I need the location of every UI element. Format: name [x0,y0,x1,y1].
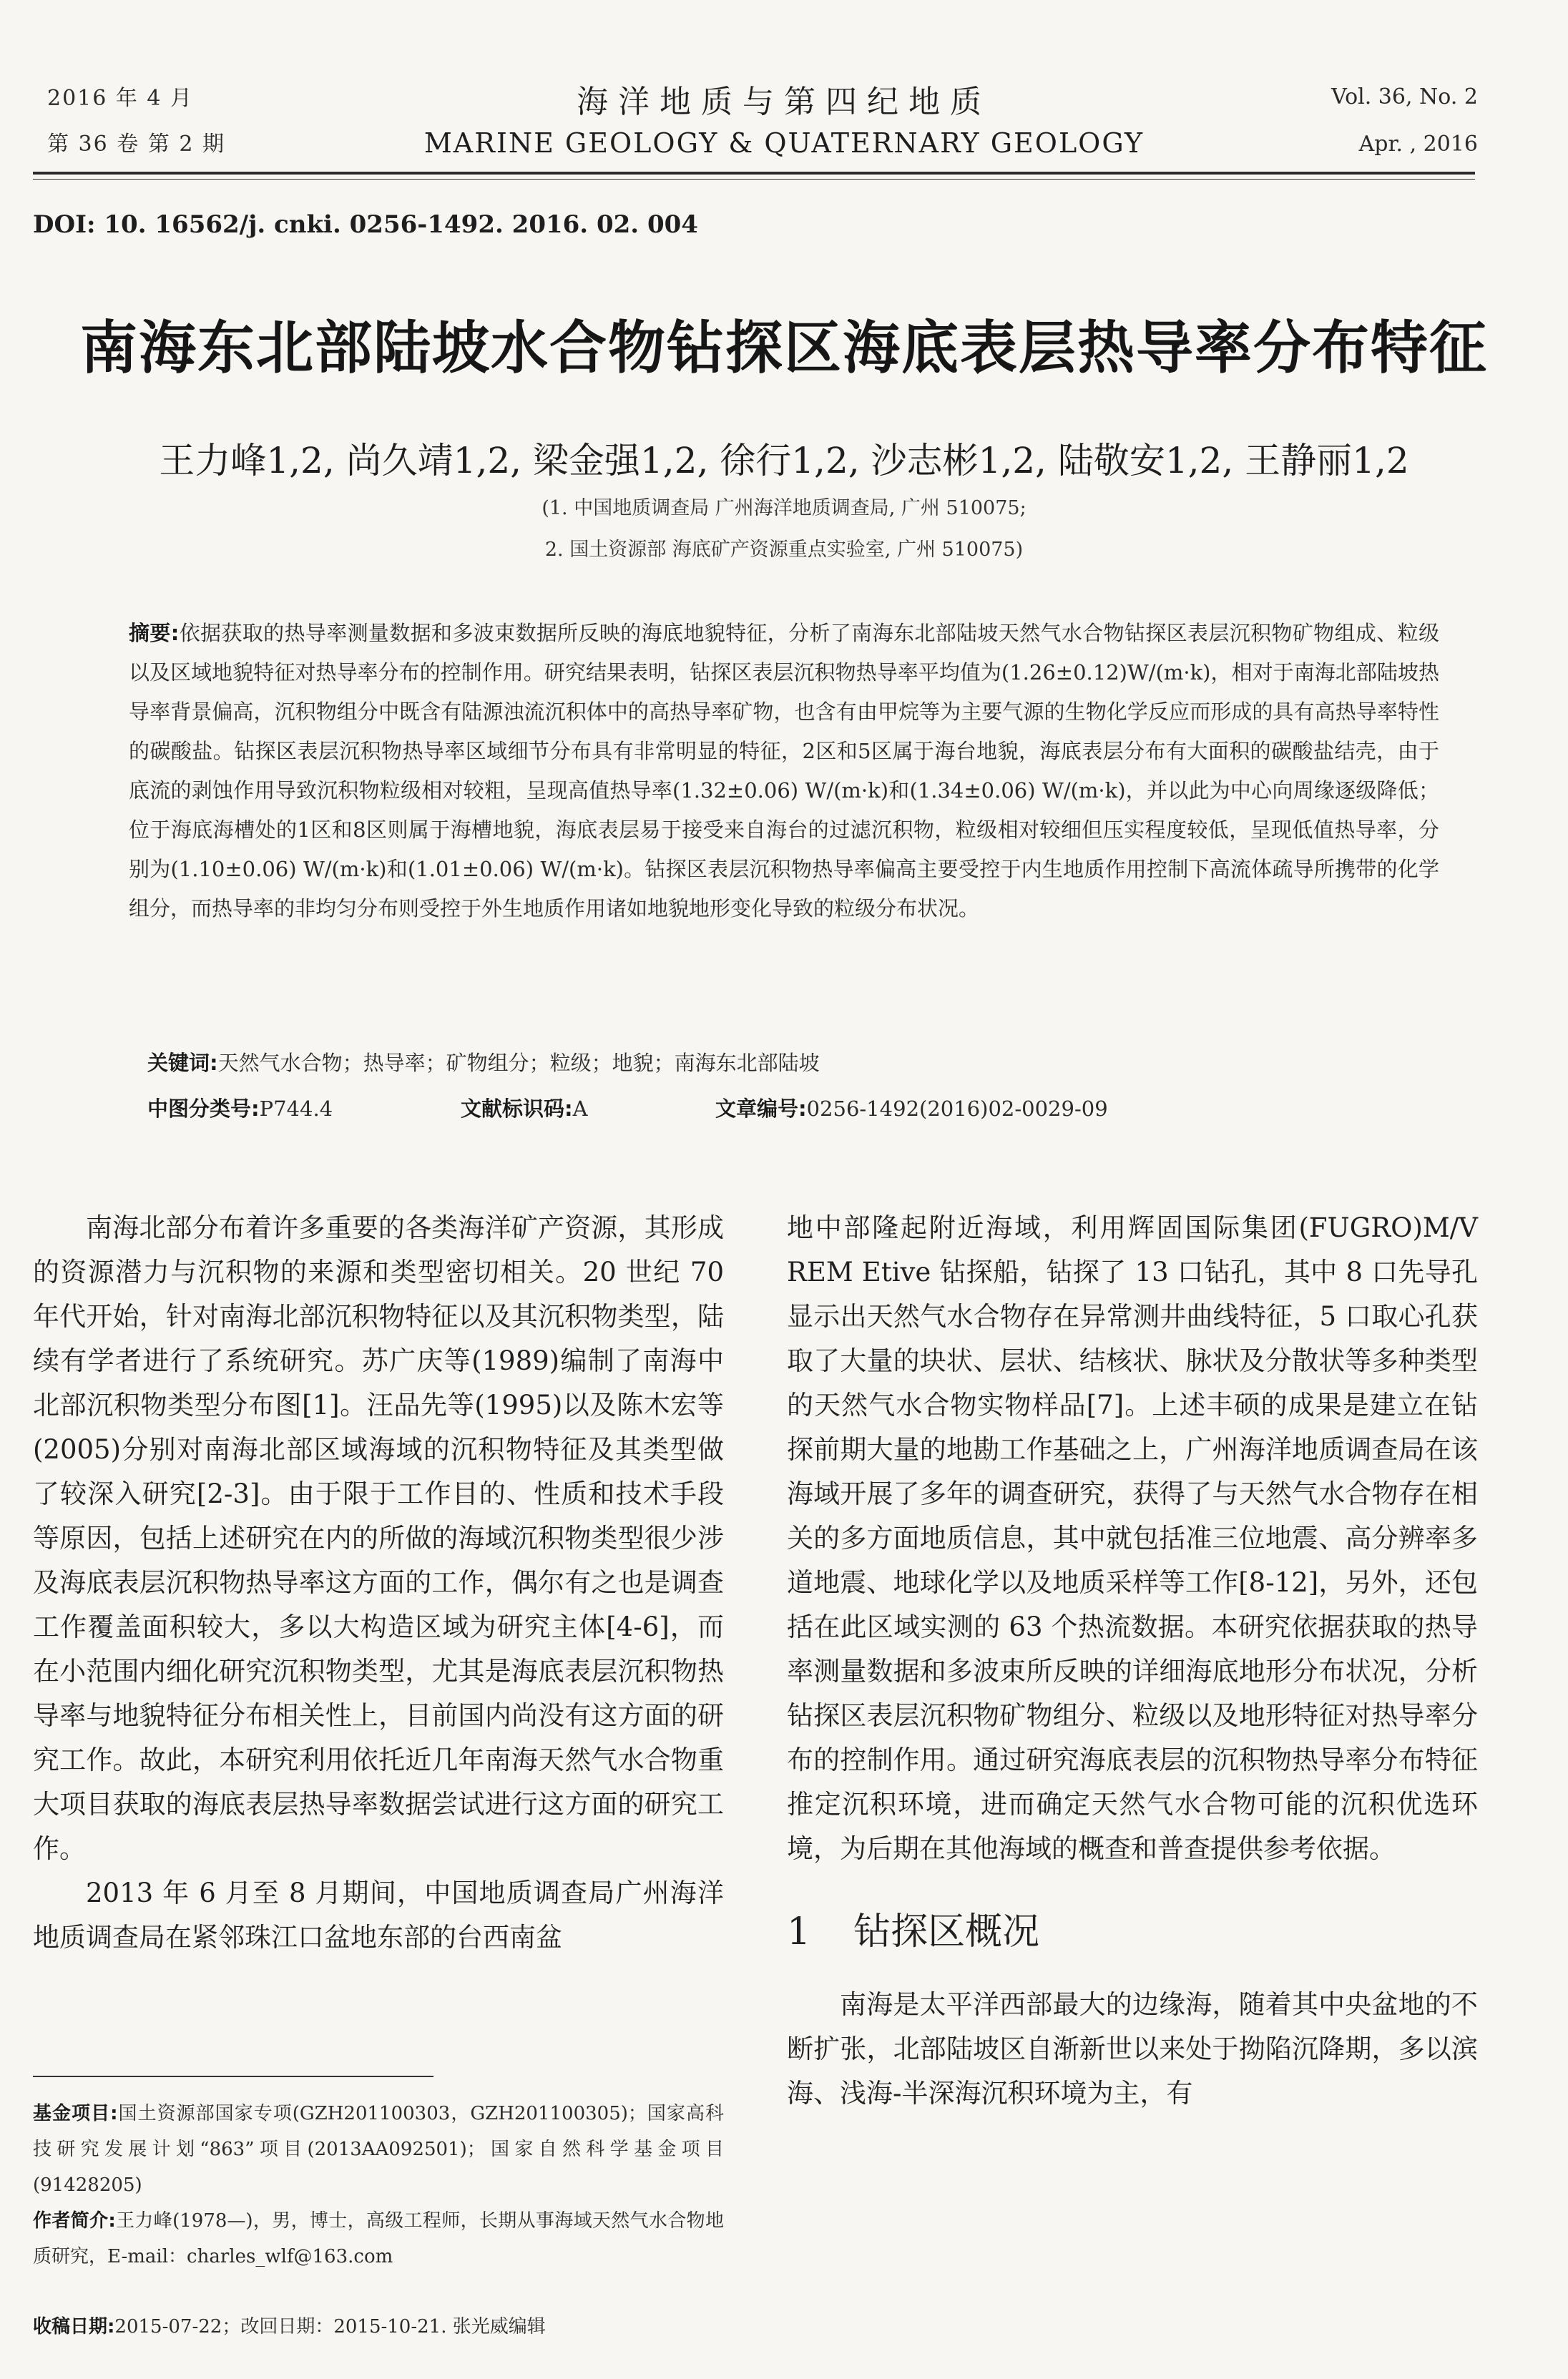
keywords-text: 天然气水合物；热导率；矿物组分；粒级；地貌；南海东北部陆坡 [217,1051,820,1075]
funding-text: 国土资源部国家专项(GZH201100303，GZH201100305)；国家高科技研究发展计划“863”项目(2013AA092501)；国家自然科学基金项目(91428205) [33,2103,725,2196]
article-number-value: 0256-1492(2016)02-0029-09 [806,1097,1108,1121]
body-paragraph: 地中部隆起附近海域，利用辉固国际集团(FUGRO)M/V REM Etive 钻探船，钻探了 13 口钻孔，其中 8 口先导孔显示出天然气水合物存在异常测井曲线特征，5 口取心孔获取了大量的块状、层状、结核状、脉状及分散状等多种类型的天然气水合物实物样品[7]。上述丰硕的成果是建立在钻探前期大量的地勘工作基础之上，广州海洋地质调查局在该海域开展了多年的调查研究，获得了与天然气水合物存在相关的多方面地质信息，其中就包括准三位地震、高分辨率多道地震、地球化学以及地质采样等工作[8-12]，另外，还包括在此区域实测的 63 个热流数据。本研究依据获取的热导率测量数据和多波束所反映的详细海底地形分布状况，分析钻探区表层沉积物矿物组分、粒级以及地形特征对热导率分布的控制作用。通过研究海底表层的沉积物热导率分布特征推定沉积环境，进而确定天然气水合物可能的沉积优选环境，为后期在其他海域的概查和普查提供参考依据。 [787,1212,1478,1864]
clc-label: 中图分类号: [147,1097,260,1121]
author-bio-label: 作者简介: [33,2210,116,2232]
abstract-text: 依据获取的热导率测量数据和多波束数据所反映的海底地貌特征，分析了南海东北部陆坡天然气水合物钻探区表层沉积物矿物组成、粒级以及区域地貌特征对热导率分布的控制作用。研究结果表明，钻探区表层沉积物热导率平均值为(1.26±0.12)W/(m·k)，相对于南海北部陆坡热导率背景偏高，沉积物组分中既含有陆源浊流沉积体中的高热导率矿物，也含有由甲烷等为主要气源的生物化学反应而形成的具有高热导率特性的碳酸盐。钻探区表层沉积物热导率区域细节分布具有非常明显的特征，2区和5区属于海台地貌，海底表层分布有大面积的碳酸盐结壳，由于底流的剥蚀作用导致沉积物粒级相对较粗，呈现高值热导率(1.32±0.06) W/(m·k)和(1.34±0.06) W/(m·k)，并以此为中心向周缘逐级降低；位于海底海槽处的1区和8区则属于海槽地貌，海底表层易于接受来自海台的过滤沉积物，粒级相对较细但压实程度较低，呈现低值热导率，分别为(1.10±0.06) W/(m·k)和(1.01±0.06) W/(m·k)。钻探区表层沉积物热导率偏高主要受控于内生地质作用控制下高流体疏导所携带的化学组分，而热导率的非均匀分布则受控于外生地质作用诸如地貌地形变化导致的粒级分布状况。 [129,621,1439,921]
received-date-text: 2015-07-22；改回日期：2015-10-21. 张光威编辑 [114,2316,546,2338]
header-rule-thick [33,172,1475,175]
journal-title-cn: 海洋地质与第四纪地质 [577,84,991,120]
doc-code-label: 文献标识码: [461,1097,573,1121]
body-paragraph: 南海是太平洋西部最大的边缘海，随着其中央盆地的不断扩张，北部陆坡区自渐新世以来处于拗陷沉降期，多以滨海、浅海-半深海沉积环境为主，有 [787,1989,1478,2109]
author-list: 王力峰1,2, 尚久靖1,2, 梁金强1,2, 徐行1,2, 沙志彬1,2, 陆敬安1,2, 王静丽1,2 [159,440,1409,481]
document-code [461,1093,588,1122]
header-issue-cn: 第 36 卷 第 2 期 [47,132,225,157]
journal-title-en: MARINE GEOLOGY & QUATERNARY GEOLOGY [423,127,1145,159]
footnote-author [33,2203,724,2275]
paper-title: 南海东北部陆坡水合物钻探区海底表层热导率分布特征 [80,315,1488,381]
abstract-label: 摘要: [129,621,180,645]
footnote-funding [33,2096,724,2203]
clc-number [147,1093,333,1122]
section-heading [787,1910,1478,1954]
section-title: 钻探区概况 [853,1910,1040,1953]
clc-value: P744.4 [259,1097,333,1121]
body-left-column [33,1206,724,1960]
body-paragraph: 南海北部分布着许多重要的各类海洋矿产资源，其形成的资源潜力与沉积物的来源和类型密切相关。20 世纪 70 年代开始，针对南海北部沉积物特征以及其沉积物类型，陆续有学者进行了系统研究。苏广庆等(1989)编制了南海中北部沉积物类型分布图[1]。汪品先等(1995)以及陈木宏等(2005)分别对南海北部区域海域的沉积物特征及其类型做了较深入研究[2-3]。由于限于工作目的、性质和技术手段等原因，包括上述研究在内的所做的海域沉积物类型很少涉及海底表层沉积物热导率这方面的工作，偶尔有之也是调查工作覆盖面积较大，多以大构造区域为研究主体[4-6]，而在小范围内细化研究沉积物类型，尤其是海底表层沉积物热导率与地貌特征分布相关性上，目前国内尚没有这方面的研究工作。故此，本研究利用依托近几年南海天然气水合物重大项目获取的海底表层热导率数据尝试进行这方面的研究工作。 [33,1212,724,1864]
abstract [129,614,1439,928]
body-paragraph: 2013 年 6 月至 8 月期间，中国地质调查局广州海洋地质调查局在紧邻珠江口盆地东部的台西南盆 [33,1878,724,1953]
keywords-label: 关键词: [147,1051,218,1075]
body-right-column [787,1206,1478,2116]
footnote-dates [33,2309,724,2345]
header-date-cn: 2016 年 4 月 [47,86,194,111]
doi: DOI: 10. 16562/j. cnki. 0256-1492. 2016. 02. 004 [33,210,698,239]
article-number [715,1093,1108,1122]
received-date-label: 收稿日期: [33,2316,115,2338]
affiliation-2: 2. 国土资源部 海底矿产资源重点实验室, 广州 510075) [544,539,1024,561]
keywords [147,1047,1421,1076]
author-bio-text: 王力峰(1978—)，男，博士，高级工程师，长期从事海域天然气水合物地质研究，E-mail：charles_wlf@163.com [33,2210,724,2267]
header-date-en: Apr. , 2016 [1358,132,1478,157]
header-volume-en: Vol. 36, No. 2 [1331,84,1478,109]
section-number: 1 [787,1910,811,1953]
header-rule-thin [33,179,1475,180]
article-number-label: 文章编号: [715,1097,807,1121]
footnote-rule [33,2076,433,2077]
doc-code-value: A [572,1097,588,1121]
funding-label: 基金项目: [33,2103,118,2124]
affiliation-1: (1. 中国地质调查局 广州海洋地质调查局, 广州 510075; [542,497,1026,519]
